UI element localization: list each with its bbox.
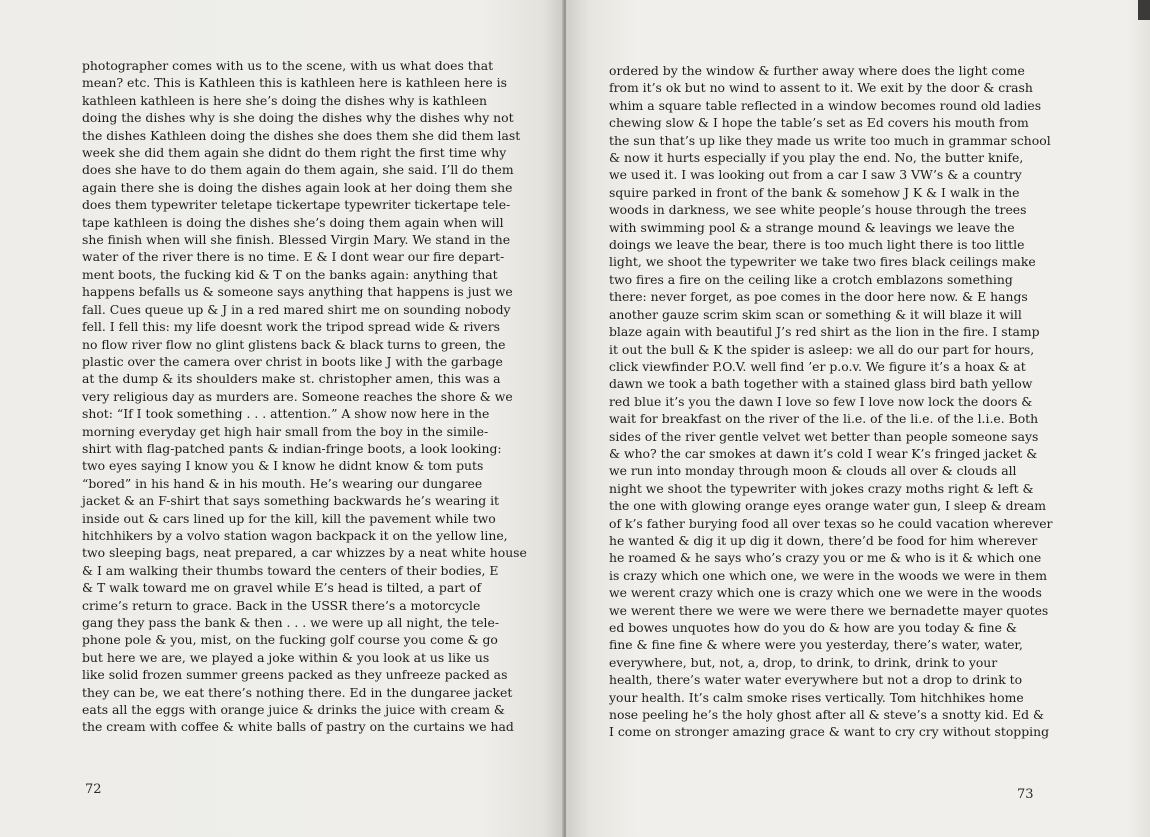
text-line: does she have to do them again do them again, she said. I’ll do them: [82, 162, 514, 178]
text-line: health, there’s water water everywhere but not a drop to drink to: [609, 672, 1023, 688]
text-line: ordered by the window & further away where does the light come: [609, 63, 1025, 78]
text-line: we werent crazy which one is crazy which one we were in the woods: [609, 585, 1042, 601]
text-line: everywhere, but, not, a, drop, to drink, to drink, drink to your: [609, 654, 998, 670]
text-line: woods in darkness, we see white people’s house through the trees: [609, 202, 1027, 218]
text-line: fall. Cues queue up & J in a red mared shirt me on sounding nobody: [82, 301, 511, 317]
text-line: with swimming pool & a strange mound & leavings we leave the: [609, 219, 1015, 235]
text-line: click viewfinder P.O.V. well find ’er p.o.v. We figure it’s a hoax & at: [609, 358, 1026, 374]
text-line: eats all the eggs with orange juice & drinks the juice with cream &: [82, 702, 505, 718]
left-page-number: 72: [85, 782, 102, 797]
text-line: hitchhikers by a volvo station wagon backpack it on the yellow line,: [82, 527, 508, 543]
text-line: chewing slow & I hope the table’s set as Ed covers his mouth from: [609, 115, 1029, 131]
text-line: from it’s ok but no wind to assent to it. We exit by the door & crash: [609, 80, 1033, 96]
text-line: shirt with flag-patched pants & indian-fringe boots, a look looking:: [82, 440, 502, 456]
text-line: mean? etc. This is Kathleen this is kathleen here is kathleen here is: [82, 75, 507, 91]
text-line: no flow river flow no glint glistens back & black turns to green, the: [82, 336, 506, 352]
text-line: crime’s return to grace. Back in the USSR there’s a motorcycle: [82, 597, 481, 613]
text-line: squire parked in front of the bank & somehow J K & I walk in the: [609, 184, 1020, 200]
text-line: dawn we took a bath together with a stained glass bird bath yellow: [609, 376, 1033, 392]
text-line: week she did them again she didnt do them right the first time why: [82, 145, 507, 161]
right-page-body-text: [609, 62, 1054, 741]
text-line: water of the river there is no time. E & I dont wear our fire depart-: [82, 249, 505, 265]
text-line: two sleeping bags, neat prepared, a car whizzes by a neat white house: [82, 545, 527, 561]
text-line: the dishes Kathleen doing the dishes she does them she did them last: [82, 127, 521, 143]
text-line: nose peeling he’s the holy ghost after all & steve’s a snotty kid. Ed &: [609, 707, 1045, 723]
text-line: it out the bull & K the spider is asleep: we all do our part for hours,: [609, 341, 1035, 357]
page-edge-shadow: [1138, 0, 1150, 20]
text-line: they can be, we eat there’s nothing there. Ed in the dungaree jacket: [82, 684, 513, 700]
text-line: inside out & cars lined up for the kill, kill the pavement while two: [82, 510, 496, 526]
text-line: the one with glowing orange eyes orange water gun, I sleep & dream: [609, 498, 1046, 514]
text-line: light, we shoot the typewriter we take two fires black ceilings make: [609, 254, 1036, 270]
text-line: we werent there we were we were there we bernadette mayer quotes: [609, 602, 1049, 618]
text-line: we run into monday through moon & clouds all over & clouds all: [609, 463, 1017, 479]
text-line: like solid frozen summer greens packed as they unfreeze packed as: [82, 667, 508, 683]
left-page: [0, 0, 566, 837]
text-line: ment boots, the fucking kid & T on the banks again: anything that: [82, 266, 498, 282]
text-line: doing the dishes why is she doing the dishes why the dishes why not: [82, 110, 514, 126]
text-line: doings we leave the bear, there is too much light there is too little: [609, 237, 1025, 253]
text-line: she finish when will she finish. Blessed Virgin Mary. We stand in the: [82, 232, 511, 248]
text-line: the sun that’s up like they made us write too much in grammar school: [609, 132, 1051, 148]
text-line: “bored” in his hand & in his mouth. He’s wearing our dungaree: [82, 475, 483, 491]
text-line: two eyes saying I know you & I know he didnt know & tom puts: [82, 458, 484, 474]
text-line: red blue it’s you the dawn I love so few I love now lock the doors &: [609, 393, 1033, 409]
text-line: but here we are, we played a joke within & you look at us like us: [82, 649, 490, 665]
text-line: & T walk toward me on gravel while E’s head is tilted, a part of: [82, 580, 482, 596]
text-line: of k’s father burying food all over texas so he could vacation wherever: [609, 515, 1053, 531]
text-line: & now it hurts especially if you play the end. No, the butter knife,: [609, 150, 1024, 166]
text-line: jacket & an F-shirt that says something backwards he’s wearing it: [82, 493, 500, 509]
text-line: & who? the car smokes at dawn it’s cold I wear K’s fringed jacket &: [609, 445, 1038, 461]
text-line: morning everyday get high hair small from the boy in the simile-: [82, 423, 489, 439]
text-line: ed bowes unquotes how do you do & how are you today & fine &: [609, 620, 1017, 635]
text-line: phone pole & you, mist, on the fucking golf course you come & go: [82, 632, 498, 648]
text-line: sides of the river gentle velvet wet better than people someone says: [609, 428, 1039, 444]
text-line: whim a square table reflected in a window becomes round old ladies: [609, 97, 1042, 113]
text-line: is crazy which one which one, we were in the woods we were in them: [609, 567, 1047, 583]
text-line: gang they pass the bank & then . . . we were up all night, the tele-: [82, 615, 500, 630]
text-line: we used it. I was looking out from a car I saw 3 VW’s & a country: [609, 167, 1022, 183]
text-line: kathleen kathleen is here she’s doing the dishes why is kathleen: [82, 92, 488, 108]
right-page: [566, 0, 1150, 837]
right-page-number: 73: [1017, 787, 1034, 802]
text-line: wait for breakfast on the river of the li.e. of the li.e. of the l.i.e. Both: [609, 411, 1039, 427]
text-line: happens befalls us & someone says anything that happens is just we: [82, 284, 513, 300]
text-line: your health. It’s calm smoke rises vertically. Tom hitchhikes home: [609, 689, 1024, 705]
text-line: blaze again with beautiful J’s red shirt as the lion in the fire. I stamp: [609, 324, 1040, 340]
text-line: two fires a fire on the ceiling like a crotch emblazons something: [609, 271, 1013, 287]
text-line: there: never forget, as poe comes in the door here now. & E hangs: [609, 289, 1028, 305]
text-line: photographer comes with us to the scene, with us what does that: [82, 58, 494, 73]
text-line: does them typewriter teletape tickertape typewriter tickertape tele-: [82, 197, 511, 213]
text-line: at the dump & its shoulders make st. christopher amen, this was a: [82, 371, 501, 387]
text-line: again there she is doing the dishes again look at her doing them she: [82, 179, 513, 195]
left-page-body-text: [82, 57, 532, 736]
text-line: shot: “If I took something . . . attention.” A show now here in the: [82, 406, 490, 422]
text-line: very religious day as murders are. Someone reaches the shore & we: [82, 388, 513, 404]
text-line: & I am walking their thumbs toward the centers of their bodies, E: [82, 562, 499, 578]
text-line: he roamed & he says who’s crazy you or me & who is it & which one: [609, 550, 1042, 566]
text-line: plastic over the camera over christ in boots like J with the garbage: [82, 353, 503, 369]
text-line: fine & fine fine & where were you yesterday, there’s water, water,: [609, 637, 1023, 653]
text-line: he wanted & dig it up dig it down, there’d be food for him wherever: [609, 532, 1038, 548]
text-line: another gauze scrim skim scan or something & it will blaze it will: [609, 306, 1022, 322]
text-line: tape kathleen is doing the dishes she’s doing them again when will: [82, 214, 504, 230]
text-line: the cream with coffee & white balls of pastry on the curtains we had: [82, 719, 514, 735]
text-line: fell. I fell this: my life doesnt work the tripod spread wide & rivers: [82, 319, 501, 335]
text-line: I come on stronger amazing grace & want to cry cry without stopping: [609, 724, 1050, 740]
text-line: night we shoot the typewriter with jokes crazy moths right & left &: [609, 480, 1034, 496]
